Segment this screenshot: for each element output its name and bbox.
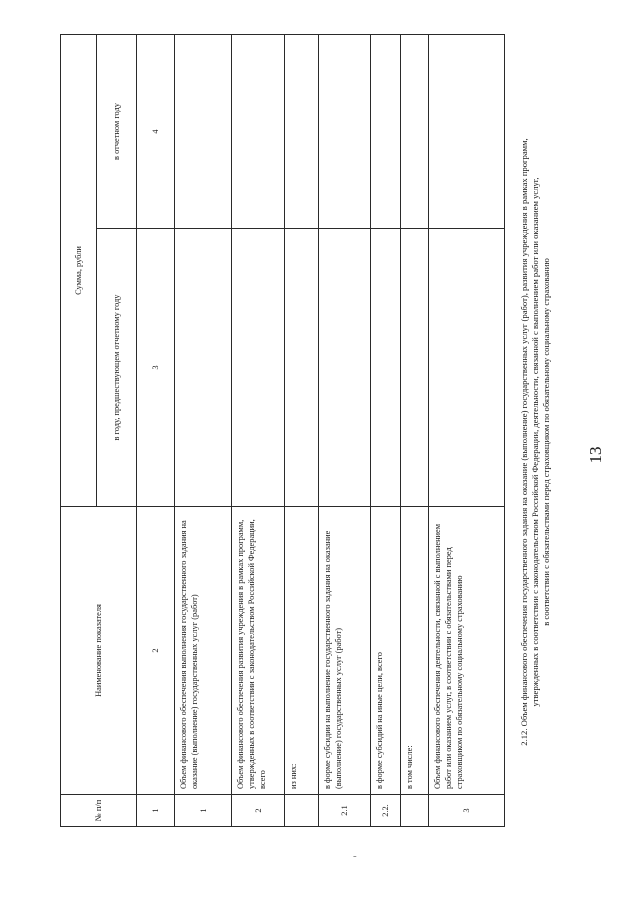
value-cell xyxy=(401,229,429,507)
value-cell xyxy=(429,229,505,507)
header-row xyxy=(61,35,97,827)
value-cell xyxy=(175,35,232,229)
value-cell xyxy=(285,229,319,507)
value-cell xyxy=(232,229,285,507)
finance-table xyxy=(60,34,505,827)
value-cell xyxy=(285,35,319,229)
row-num: 3 xyxy=(429,795,505,827)
row-num: 2 xyxy=(232,795,285,827)
heading-line-2: утвержденных в соответствии с законодательством Российской Федерации, деятельности, связанной с выполнением работ или оказанием услуг, xyxy=(530,177,541,707)
table-row xyxy=(429,35,505,827)
row-num xyxy=(401,795,429,827)
table-row xyxy=(319,35,371,827)
value-cell xyxy=(319,35,371,229)
table-row xyxy=(371,35,401,827)
value-cell xyxy=(371,229,401,507)
table-row xyxy=(175,35,232,827)
index-cell: 3 xyxy=(137,229,175,507)
header-prev-year: в году, предшествующем отчетному году xyxy=(97,229,137,507)
value-cell xyxy=(429,35,505,229)
row-name: в форме субсидий на иные цели, всего xyxy=(371,507,401,795)
header-sum: Сумма, рубли xyxy=(61,35,97,507)
row-num: 1 xyxy=(175,795,232,827)
section-heading xyxy=(519,47,553,837)
index-cell: 4 xyxy=(137,35,175,229)
header-name: Наименование показателя xyxy=(61,507,137,795)
value-cell xyxy=(401,35,429,229)
value-cell xyxy=(319,229,371,507)
table-row xyxy=(401,35,429,827)
heading-line-1: 2.12. Объем финансового обеспечения государственного задания на оказание (выполнение) государственных услуг (работ), развития учреждения в рамках программ, xyxy=(519,138,529,746)
table-row xyxy=(232,35,285,827)
value-cell xyxy=(175,229,232,507)
header-num: № п/п xyxy=(61,795,137,827)
page-number: 13 xyxy=(586,446,605,464)
row-name: из них: xyxy=(285,507,319,795)
margin-mark: - xyxy=(353,850,357,862)
index-cell: 1 xyxy=(137,795,175,827)
value-cell xyxy=(371,35,401,229)
heading-line-3: в соответствии с обязательствами перед страховщиком по обязательному социальному страхованию xyxy=(541,258,552,626)
row-name: Объем финансового обеспечения выполнения государственного задания на оказание (выполнение) государственных услуг (работ) xyxy=(175,507,232,795)
row-num: 2.1 xyxy=(319,795,371,827)
row-num xyxy=(285,795,319,827)
row-name: Объем финансового обеспечения деятельности, связанной с выполнением работ или оказанием услуг, в соответствии с обязательствами перед страховщиком по обязательному социальному страхованию xyxy=(429,507,505,795)
row-name: в том числе: xyxy=(401,507,429,795)
table-row xyxy=(285,35,319,827)
header-report-year: в отчетном году xyxy=(97,35,137,229)
row-name: Объем финансового обеспечения развития учреждения в рамках программ, утвержденных в соответствии с законодательством Российской Федерации, всего xyxy=(232,507,285,795)
value-cell xyxy=(232,35,285,229)
index-row xyxy=(137,35,175,827)
row-name: в форме субсидии на выполнение государственного задания на оказание (выполнение) государственных услуг (работ) xyxy=(319,507,371,795)
index-cell: 2 xyxy=(137,507,175,795)
row-num: 2.2. xyxy=(371,795,401,827)
